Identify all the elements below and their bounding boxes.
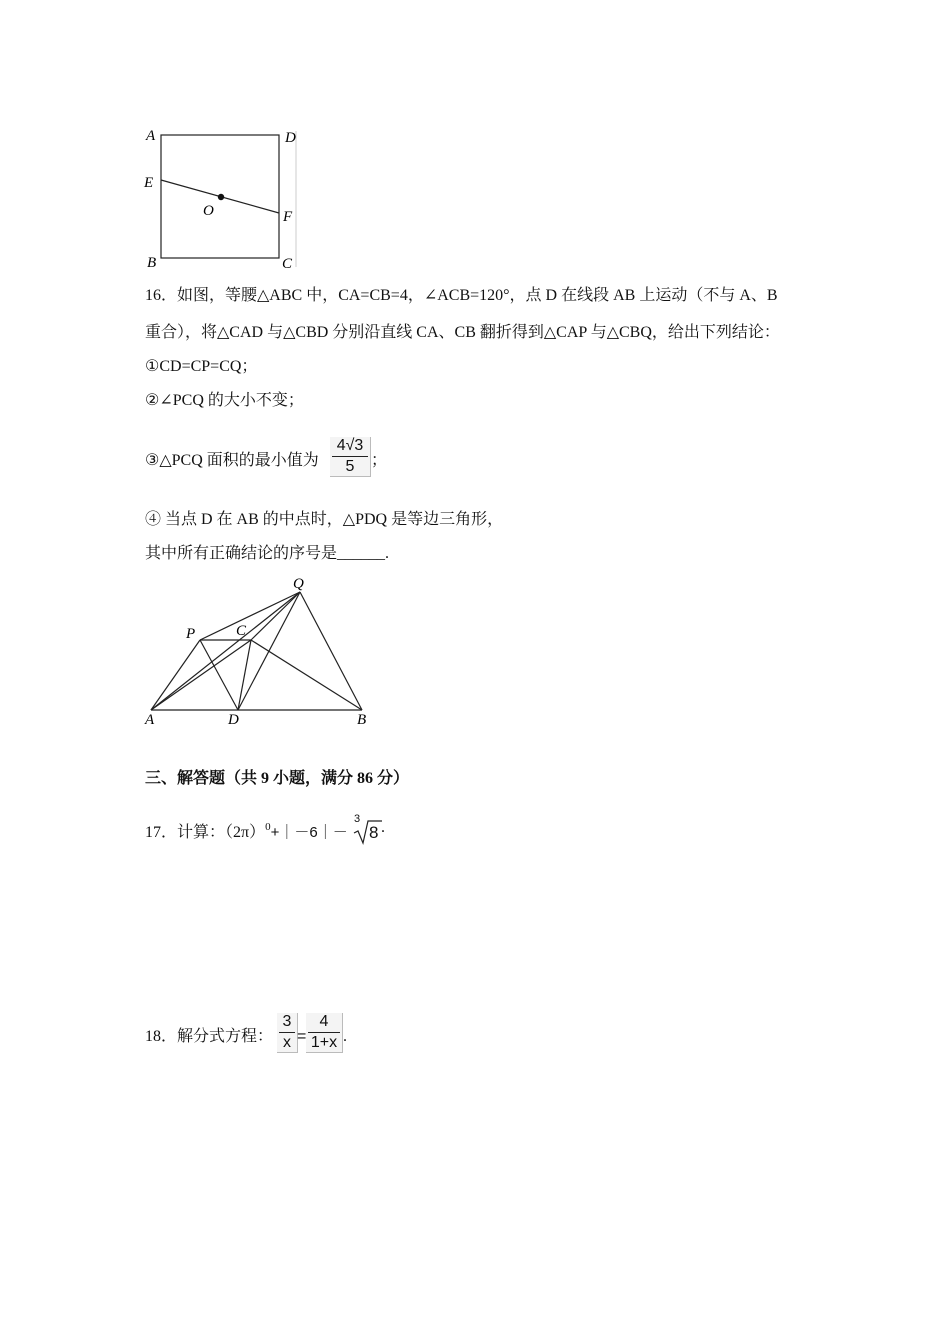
q16-conclusion-2: ②∠PCQ 的大小不变； [145, 392, 304, 409]
q18-right-numerator: 4 [319, 1013, 329, 1030]
fig16-segment-qb [300, 592, 362, 710]
q17-radical-sign [352, 815, 384, 845]
fig16-segment-pd [200, 640, 238, 710]
q18-period: . [343, 1028, 347, 1045]
q18-left-numerator: 3 [282, 1013, 292, 1030]
q18-prefix: 18．解分式方程： [145, 1028, 274, 1045]
q16-fraction-denominator: 5 [345, 458, 355, 475]
q18-right-denominator: 1+x [310, 1034, 338, 1051]
fig16-triangle-diagram [140, 572, 380, 732]
fig16-segment-cq [251, 592, 300, 640]
fig15-label-o: O [203, 203, 214, 219]
fig15-square-diagram [140, 125, 310, 275]
q17-exponent: 0 [265, 821, 271, 833]
q18-fraction-right [306, 1013, 343, 1053]
q17-period: . [381, 819, 385, 836]
q17-cube-root [352, 815, 384, 845]
fig16-segment-ap [151, 640, 200, 710]
q18-fraction-left [277, 1013, 298, 1053]
fig15-point-o [218, 194, 224, 200]
q16-line2: 重合），将△CAD 与△CBD 分别沿直线 CA、CB 翻折得到△CAP 与△CBQ，给出下列结论： [145, 324, 780, 341]
fig16-segment-ac [151, 640, 251, 710]
fig16-label-b: B [357, 712, 367, 728]
q17-root-index: 3 [354, 813, 361, 825]
fig15-label-b: B [147, 255, 157, 271]
q16-conclusion-3-text: ③△PCQ 面积的最小值为 [145, 452, 319, 469]
q16-conclusion-3 [145, 451, 319, 471]
fig15-label-d: D [285, 130, 296, 146]
fig16-label-q: Q [293, 576, 304, 592]
q18-right-bar [308, 1032, 340, 1033]
section-3-heading: 三、解答题（共 9 小题，满分 86 分） [145, 770, 410, 787]
fig16-label-p: P [186, 626, 196, 642]
fig16-segment-cd [238, 640, 251, 710]
q16-conclusion-3-end: ； [371, 452, 388, 469]
q17-expression [145, 817, 348, 843]
q17-middle: +｜－6｜－ [270, 824, 348, 841]
q16-conclusion-3-fraction [330, 437, 371, 477]
q16-fraction-bar [332, 456, 368, 457]
q18-left-bar [279, 1032, 295, 1033]
q16-fraction-numerator: 4√3 [336, 437, 364, 454]
fig15-label-a: A [146, 128, 156, 144]
q16-conclusion-4: ④ 当点 D 在 AB 的中点时，△PDQ 是等边三角形， [145, 511, 504, 528]
fig15-label-e: E [144, 175, 154, 191]
fig15-label-f: F [283, 209, 293, 225]
fig16-segment-dq [238, 592, 300, 710]
q16-line1: 16．如图，等腰△ABC 中，CA=CB=4，∠ACB=120°，点 D 在线段 AB 上运动（不与 A、B [145, 287, 778, 304]
fig16-label-d: D [228, 712, 239, 728]
fig16-segment-cb [251, 640, 362, 710]
fig16-label-a: A [145, 712, 155, 728]
fig16-label-c: C [236, 623, 247, 639]
fig16-segment-pq [200, 592, 300, 640]
q16-conclusion-1: ①CD=CP=CQ； [145, 358, 258, 375]
q17-prefix: 17．计算：（2π） [145, 824, 266, 841]
q18-left-denominator: x [283, 1034, 291, 1051]
fig15-label-c: C [282, 256, 293, 272]
q18-equals: = [297, 1028, 307, 1045]
fig16-segment-aq [151, 592, 300, 710]
q16-question-prompt: 其中所有正确结论的序号是______. [145, 545, 390, 562]
q17-root-body: 8 [369, 823, 379, 842]
